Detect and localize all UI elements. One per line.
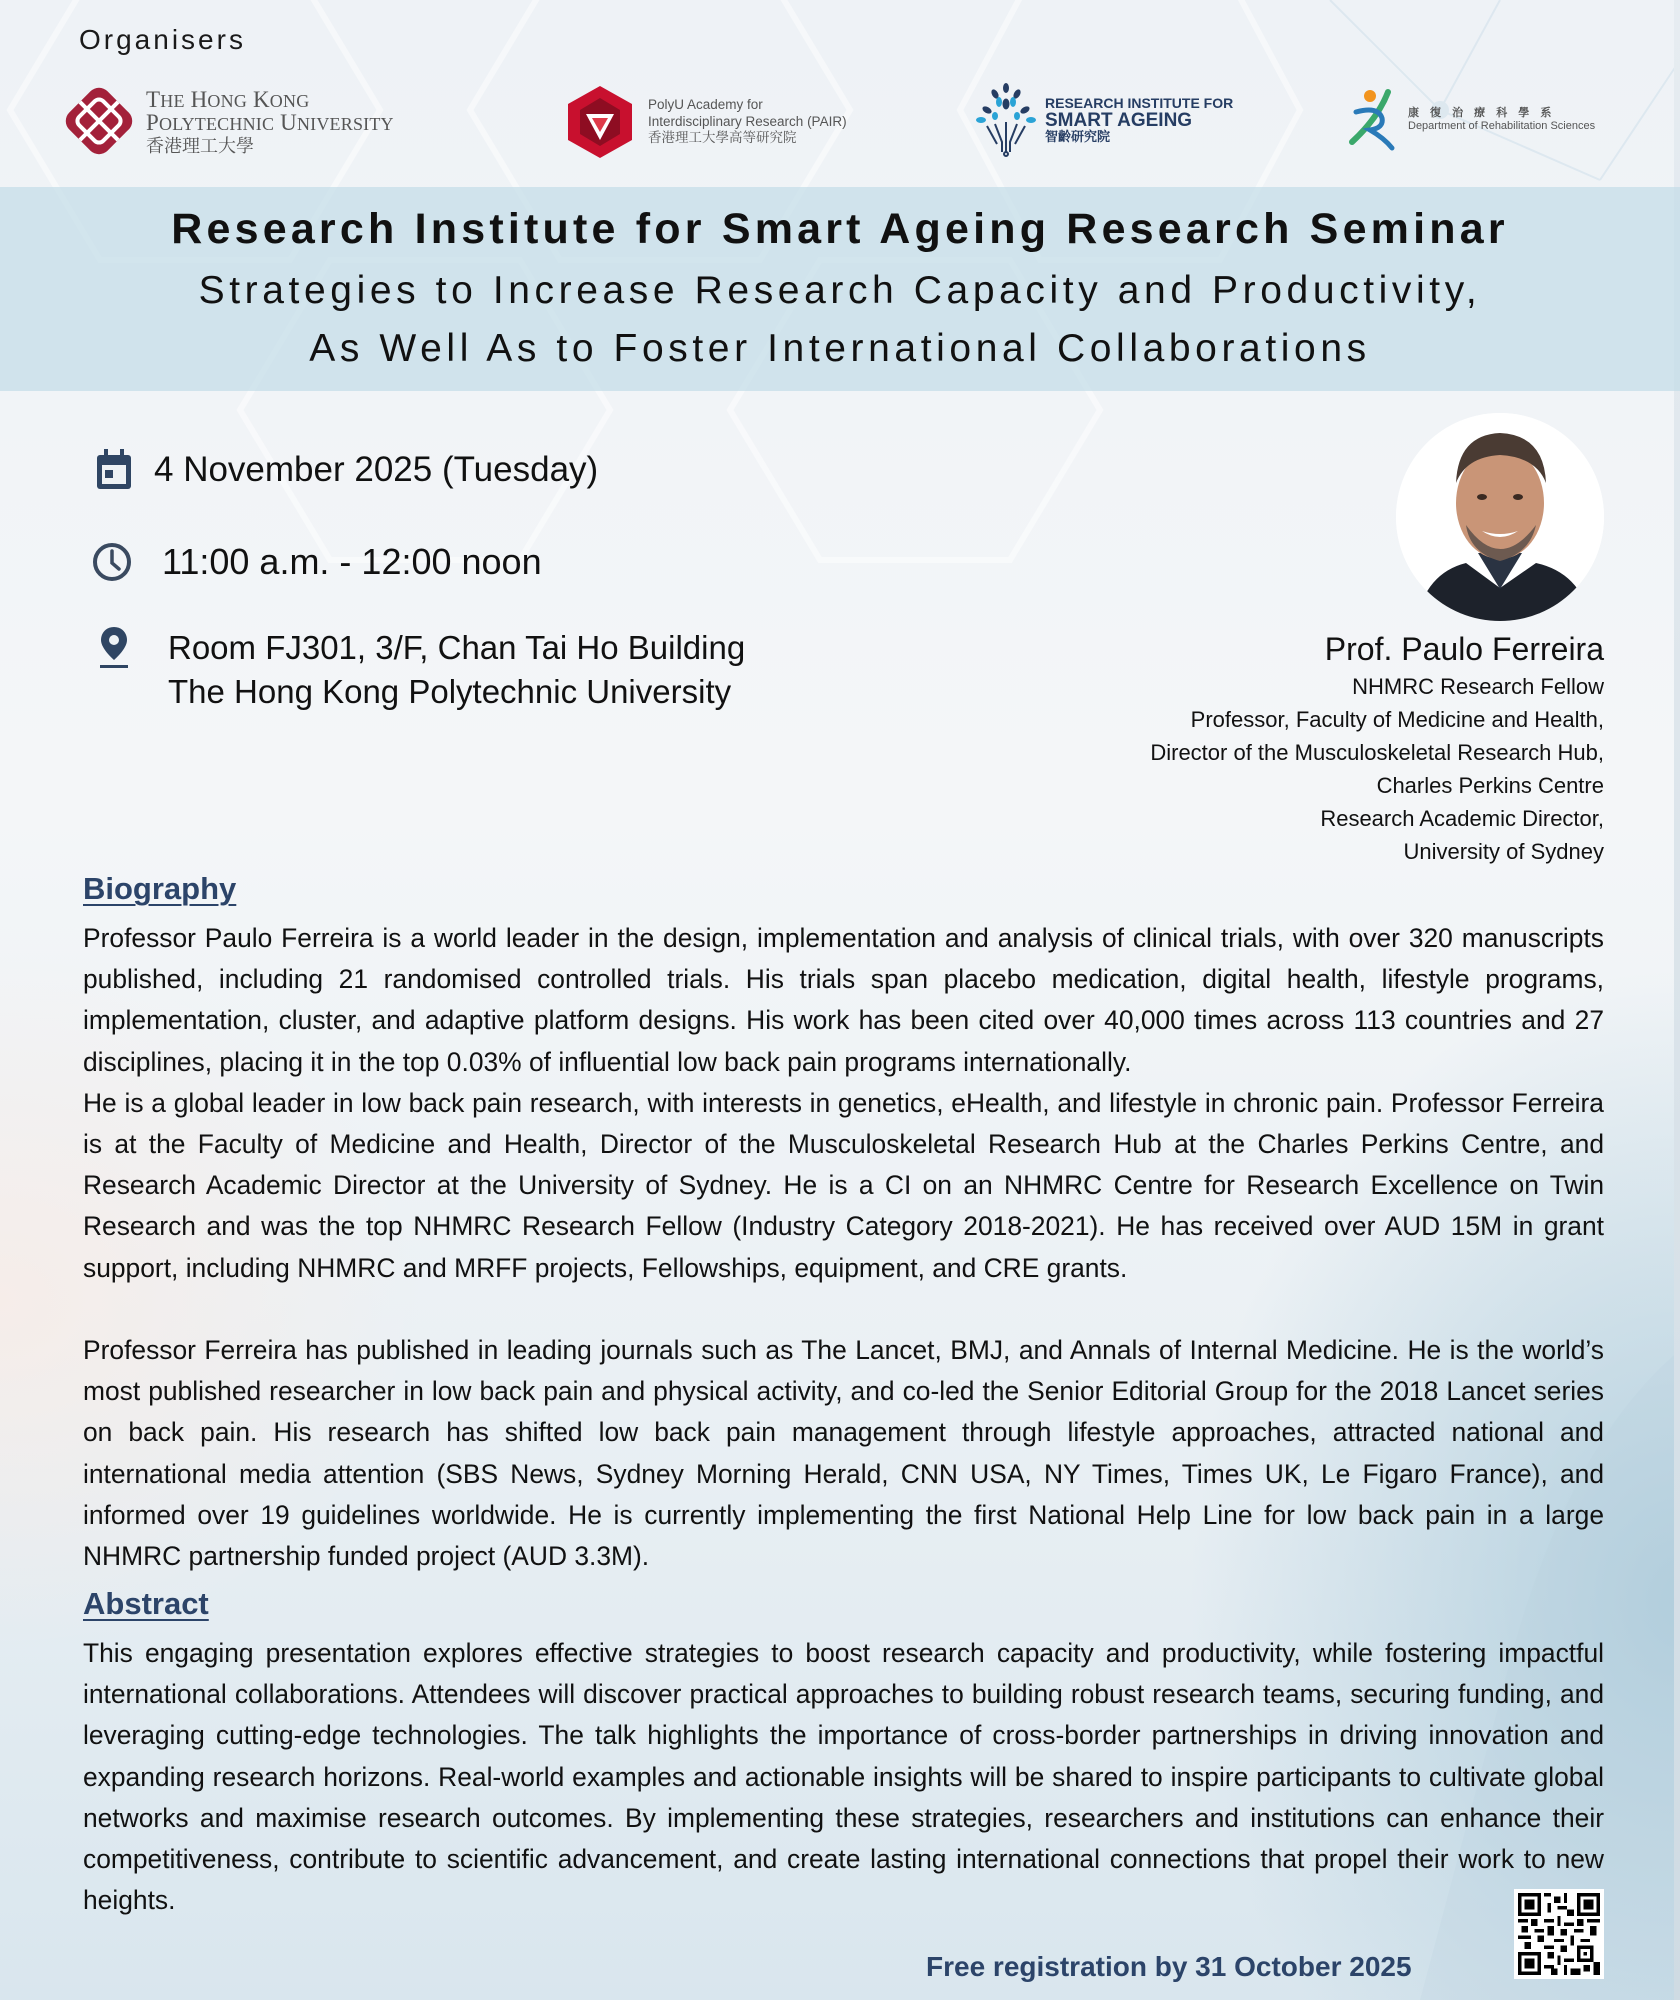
title-banner (0, 187, 1680, 391)
registration-deadline: Free registration by 31 October 2025 (926, 1951, 1412, 1982)
speaker-role: Professor, Faculty of Medicine and Health, (1190, 707, 1604, 732)
biography-paragraph-2: Professor Ferreira has published in leading journals such as The Lancet, BMJ, and Annals of Internal Medicine. He is the world’s most published researcher in low back pain and physical activity, and co-led the Senior Editorial Group for the 2018 Lancet series on back pain. His research has shifted low back pain management through lifestyle approaches, attracted national and international media attention (SBS News, Sydney Morning Herald, CNN USA, NY Times, Times UK, Le Figaro France), and informed over 19 guidelines worldwide. He is currently implementing the first National Help Line for low back pain in a large NHMRC partnership funded project (AUD 3.3M). (83, 1335, 1604, 1572)
speaker-name: Prof. Paulo Ferreira (1324, 631, 1604, 667)
pair-logo (566, 84, 847, 160)
event-date-text: 4 November 2025 (Tuesday) (154, 450, 599, 489)
location-line2: The Hong Kong Polytechnic University (168, 673, 732, 710)
tree-icon (975, 82, 1037, 158)
pair-line3: 香港理工大學高等研究院 (648, 130, 797, 146)
polyu-name-line2: POLYTECHNIC UNIVERSITY (146, 109, 394, 135)
smart-ageing-logo (975, 82, 1233, 158)
biography-text-1b: He is a global leader in low back pain research, with interests in genetics, eHealth, and lifestyle in chronic pain. Professor Ferreira is at the Faculty of Medicine and Health, Director of the Musculoskeletal Research Hub at the Charles Perkins Centre, and Research Academic Director at the University of Sydney. He is a CI on an NHMRC Centre for Research Excellence on Twin Research and was the top NHMRC Research Fellow (Industry Category 2018-2021). He has received over AUD 15M in grant support, including NHMRC and MRFF projects, Fellowships, equipment, and CRE grants. (83, 1087, 1604, 1283)
clock-icon (90, 540, 134, 584)
biography-heading: Biography (83, 871, 237, 906)
pair-line2: Interdisciplinary Research (PAIR) (648, 113, 847, 129)
event-time (90, 540, 542, 584)
speaker-role: University of Sydney (1403, 839, 1604, 864)
qr-code-icon[interactable] (1514, 1889, 1604, 1979)
speaker-photo (1396, 413, 1604, 621)
rehab-sciences-logo (1348, 88, 1595, 152)
speaker-info (1150, 628, 1604, 868)
rsa-line2: SMART AGEING (1045, 109, 1193, 131)
speaker-role: NHMRC Research Fellow (1352, 674, 1604, 699)
pair-hexagon-icon (566, 84, 634, 160)
talk-title-line2: As Well As to Foster International Collaborations (309, 327, 1371, 370)
polyu-logo (62, 84, 394, 158)
event-location-text (168, 626, 745, 714)
event-time-text: 11:00 a.m. - 12:00 noon (162, 541, 542, 582)
speaker-role: Director of the Musculoskeletal Research Hub, (1150, 740, 1604, 765)
speaker-role: Research Academic Director, (1320, 806, 1604, 831)
polyu-knot-icon (62, 84, 136, 158)
abstract-heading: Abstract (83, 1586, 209, 1621)
rsa-line3: 智齡研究院 (1045, 129, 1111, 145)
rs-chinese-name: 康 復 治 療 科 學 系 (1408, 106, 1556, 119)
talk-title-line1: Strategies to Increase Research Capacity and Productivity, (198, 269, 1482, 312)
rsa-line1: RESEARCH INSTITUTE FOR (1045, 94, 1234, 111)
location-line1: Room FJ301, 3/F, Chan Tai Ho Building (168, 629, 746, 666)
biography-paragraph-1 (83, 918, 1604, 1289)
map-pin-icon (92, 626, 136, 670)
pair-line1: PolyU Academy for (648, 96, 763, 112)
polyu-name-line1: THE HONG KONG (146, 86, 310, 112)
runner-figure-icon (1348, 88, 1402, 152)
organiser-logos (0, 80, 1680, 170)
organisers-label: Organisers (79, 24, 246, 55)
calendar-icon (92, 448, 136, 492)
event-location (92, 626, 745, 714)
polyu-chinese-name: 香港理工大學 (146, 135, 254, 156)
speaker-role: Charles Perkins Centre (1376, 773, 1604, 798)
abstract-paragraph: This engaging presentation explores effective strategies to boost research capacity and productivity, while fostering impactful international collaborations. Attendees will discover practical approaches to building robust research teams, securing funding, and leveraging cutting-edge technologies. The talk highlights the importance of cross-border partnerships in driving innovation and expanding research horizons. Real-world examples and actionable insights will be shared to inspire participants to cultivate global networks and maximise research outcomes. By implementing these strategies, researchers and institutions can enhance their competitiveness, contribute to scientific advancement, and create lasting international connections that propel their work to new heights. (83, 1638, 1604, 1916)
seminar-title: Research Institute for Smart Ageing Research Seminar (171, 205, 1509, 253)
biography-text-1a: Professor Paulo Ferreira is a world leader in the design, implementation and analysis of clinical trials, with over 320 manuscripts published, including 21 randomised controlled trials. His trials span placebo medication, digital health, lifestyle programs, implementation, cluster, and adaptive platform designs. His work has been cited over 40,000 times across 113 countries and 27 disciplines, placing it in the top 0.03% of influential low back pain programs internationally. (83, 923, 1604, 1077)
event-date (92, 448, 598, 492)
rs-english-name: Department of Rehabilitation Sciences (1408, 120, 1596, 132)
